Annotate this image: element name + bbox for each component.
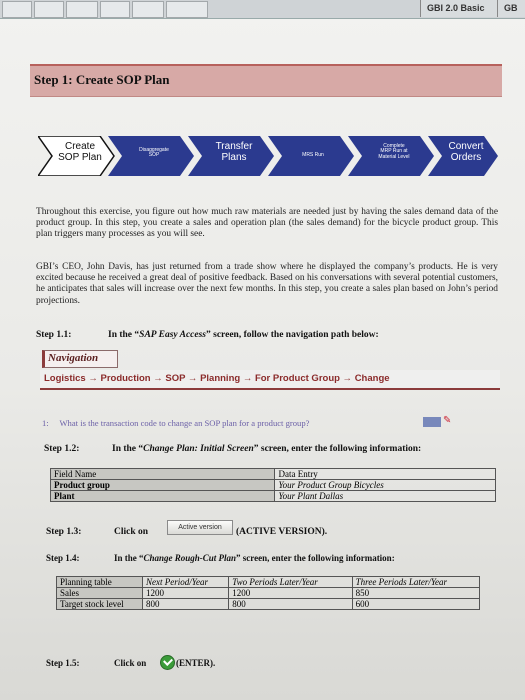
- toolbar-tab[interactable]: [166, 1, 208, 18]
- navigation-box: [40, 348, 500, 394]
- step-title: Step 1: Create SOP Plan: [34, 72, 170, 87]
- table-header: Field Name: [51, 469, 275, 480]
- step-header: [30, 64, 502, 97]
- app-toolbar: [0, 0, 525, 19]
- step-1-3-post: (ACTIVE VERSION).: [236, 527, 328, 537]
- toolbar-tab[interactable]: [132, 1, 164, 18]
- step-1-4-text: In the “Change Rough-Cut Plan” screen, enter the following information:: [114, 553, 395, 563]
- step-1-3-label: Step 1.3:: [46, 527, 82, 537]
- table-cell: 800: [143, 599, 229, 610]
- table-row: [51, 491, 496, 502]
- step-1-1-text: In the “SAP Easy Access” screen, follow the navigation path below:: [108, 330, 379, 340]
- flow-label-disaggregate: Disaggregate SOP: [139, 147, 169, 159]
- step-1-5-label: Step 1.5:: [46, 658, 80, 668]
- table-cell: Your Product Group Bicycles: [275, 480, 496, 491]
- question-1: 1: What is the transaction code to change an SOP plan for a product group?: [42, 418, 310, 428]
- table-cell: 800: [229, 599, 352, 610]
- table-cell: Sales: [57, 588, 143, 599]
- toolbar-tab[interactable]: [100, 1, 130, 18]
- flow-label-transfer: Transfer Plans: [215, 141, 253, 163]
- process-flow: [38, 136, 498, 176]
- rough-cut-plan-table: [56, 576, 480, 610]
- table-cell: 1200: [229, 588, 352, 599]
- table-cell: Product group: [51, 480, 275, 491]
- course-badge-secondary: GB: [497, 0, 525, 17]
- step-1-1-label: Step 1.1:: [36, 330, 72, 340]
- enter-icon[interactable]: [160, 655, 175, 670]
- intro-paragraph: Throughout this exercise, you figure out how much raw materials are needed just by having the sales demand data of the product group. In this step, you create a sales and operation plan (the sales demand) for the bicycle product group. This plan triggers many processes as you will see.: [36, 207, 498, 240]
- toolbar-tab[interactable]: [34, 1, 64, 18]
- table-header: Two Periods Later/Year: [229, 577, 352, 588]
- flow-label-create: Create SOP Plan: [58, 141, 102, 163]
- table-header-row: [51, 469, 496, 480]
- toolbar-tab[interactable]: [2, 1, 32, 18]
- table-cell: Target stock level: [57, 599, 143, 610]
- active-version-button[interactable]: Active version: [167, 520, 233, 535]
- step-1-5-pre: Click on: [114, 658, 147, 668]
- table-header: Data Entry: [275, 469, 496, 480]
- step-1-2-label: Step 1.2:: [44, 444, 80, 454]
- table-header-row: [57, 577, 480, 588]
- flow-label-complete-mrp: Complete MRP Run at Material Level: [378, 143, 410, 160]
- table-cell: Plant: [51, 491, 275, 502]
- table-cell: 600: [352, 599, 479, 610]
- step-1-4-label: Step 1.4:: [46, 553, 80, 563]
- table-cell: Your Plant Dallas: [275, 491, 496, 502]
- table-cell: 1200: [143, 588, 229, 599]
- flow-label-mrs-run: MRS Run: [302, 152, 324, 158]
- pencil-icon: ✎: [443, 415, 452, 426]
- answer-field[interactable]: [423, 417, 441, 427]
- navigation-path: Logistics → Production → SOP → Planning → For Product Group → Change: [40, 370, 500, 390]
- step-1-2-text: In the “Change Plan: Initial Screen” screen, enter the following information:: [112, 444, 422, 454]
- initial-screen-table: [50, 468, 496, 502]
- table-row: [51, 480, 496, 491]
- table-row: [57, 599, 480, 610]
- table-cell: 850: [352, 588, 479, 599]
- table-row: [57, 588, 480, 599]
- table-header: Planning table: [57, 577, 143, 588]
- table-header: Three Periods Later/Year: [352, 577, 479, 588]
- scenario-paragraph: GBI’s CEO, John Davis, has just returned from a trade show where he displayed the company’s products. He is very excited because he received a great deal of positive feedback. Based on his conversations with several potential customers, he anticipates that sales will increase over the next few months. In this step, you create a sales plan based on John’s period projections.: [36, 262, 498, 306]
- step-1-3-pre: Click on: [114, 527, 149, 537]
- course-badge: GBI 2.0 Basic: [420, 0, 505, 17]
- toolbar-tab[interactable]: [66, 1, 98, 18]
- navigation-heading: Navigation: [42, 350, 118, 368]
- step-1-5-post: (ENTER).: [176, 658, 216, 668]
- flow-label-convert: Convert Orders: [448, 141, 484, 163]
- table-header: Next Period/Year: [143, 577, 229, 588]
